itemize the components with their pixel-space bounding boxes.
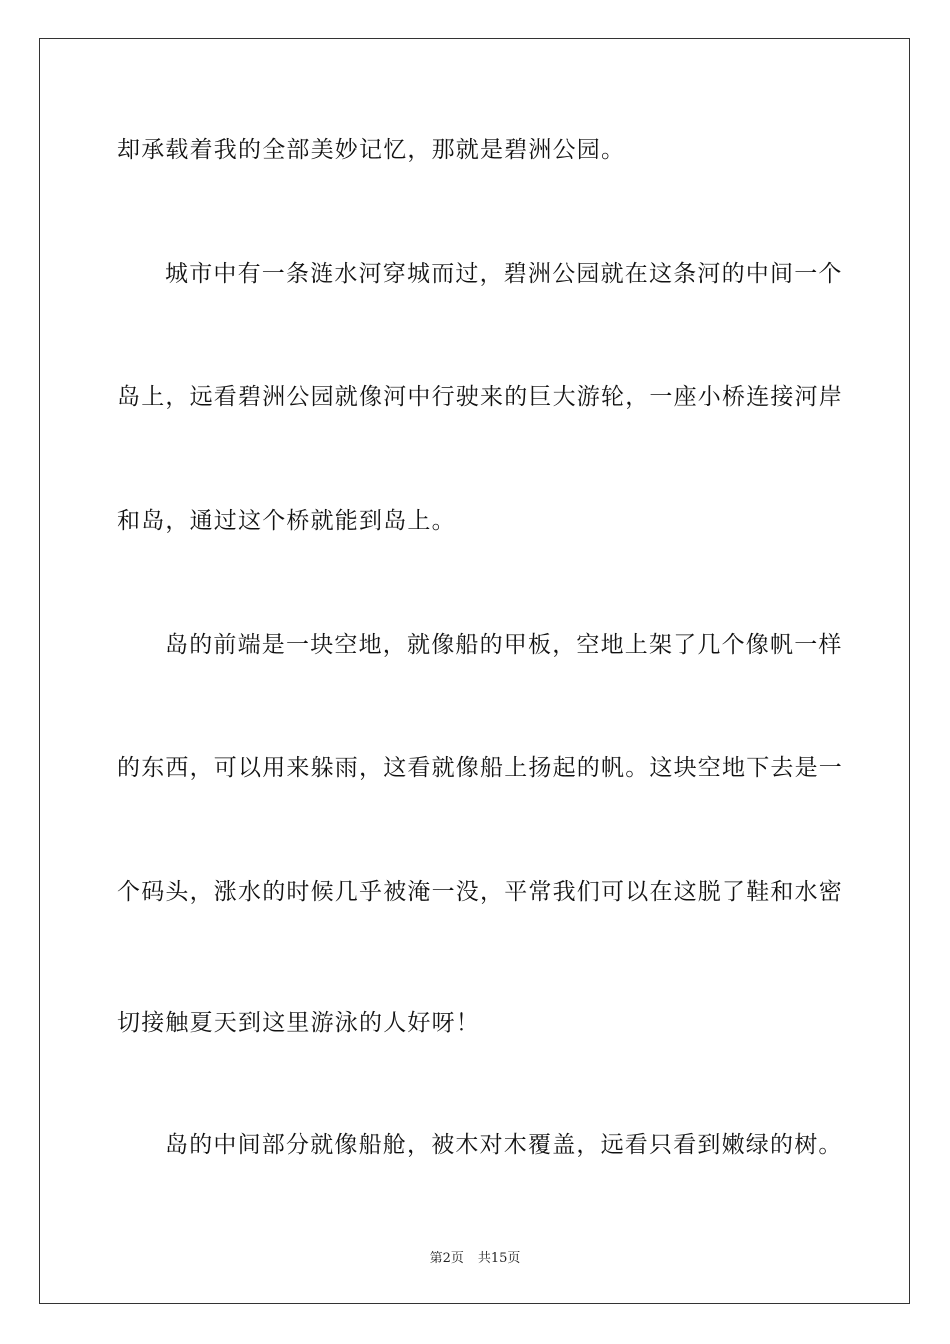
- paragraph-1-line-2: 岛上，远看碧洲公园就像河中行驶来的巨大游轮，一座小桥连接河岸: [117, 384, 843, 410]
- paragraph-3-line-1: 岛的中间部分就像船舱，被木对木覆盖，远看只看到嫩绿的树。: [165, 1132, 843, 1158]
- text-line-1: 却承载着我的全部美妙记忆，那就是碧洲公园。: [117, 137, 626, 163]
- page-number: 第2页: [429, 1251, 464, 1266]
- paragraph-1-line-1: 城市中有一条涟水河穿城而过，碧洲公园就在这条河的中间一个: [165, 261, 843, 287]
- paragraph-2-line-3: 个码头，涨水的时候几乎被淹一没，平常我们可以在这脱了鞋和水密: [117, 879, 843, 905]
- paragraph-2-line-2: 的东西，可以用来躲雨，这看就像船上扬起的帆。这块空地下去是一: [117, 755, 843, 781]
- page-total: 共15页: [477, 1251, 521, 1266]
- page-footer: [0, 1247, 950, 1266]
- paragraph-2-line-1: 岛的前端是一块空地，就像船的甲板，空地上架了几个像帆一样: [165, 632, 843, 658]
- paragraph-1-line-3: 和岛，通过这个桥就能到岛上。: [117, 508, 456, 534]
- paragraph-2-line-4: 切接触夏天到这里游泳的人好呀！: [117, 1010, 480, 1036]
- page-border: [39, 38, 910, 1304]
